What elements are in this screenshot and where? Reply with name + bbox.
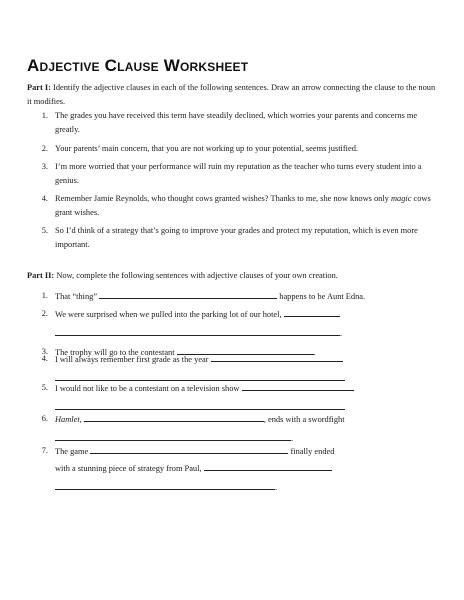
item-number: 4. (41, 194, 48, 203)
item-text-a: , (79, 415, 82, 424)
part2-instructions-text: Now, complete the following sentences with adjective clauses of your own creation. (56, 271, 338, 280)
item-text: Your parents’ main concern, that you are not working up to your potential, seems justified. (55, 144, 358, 153)
answer-blank[interactable] (90, 444, 288, 454)
item-number: 6. (41, 414, 48, 423)
item-number: 4. (41, 354, 48, 363)
item-title-italic: Hamlet (55, 415, 80, 424)
answer-blank[interactable] (242, 381, 354, 391)
part1-instructions-text: Identify the adjective clauses in each of the following sentences. Draw an arrow connecting the clause to the noun it modifies. (27, 83, 436, 106)
part1-instructions (27, 81, 437, 108)
item-text-a: Remember Jamie Reynolds, who thought cows granted wishes? Thanks to me, she now knows only (55, 194, 391, 203)
item-text: I’m more worried that your performance will ruin my reputation as the teacher who turns every student into a genius. (55, 162, 422, 185)
item-number: 1. (41, 111, 48, 120)
item-end: . (340, 329, 343, 338)
part1-label: Part I: (27, 83, 51, 92)
item-end: . (275, 483, 278, 492)
item-text-b: happens to be Aunt Edna. (279, 292, 366, 301)
item-text: So I’d think of a strategy that’s going to improve your grades and protect my reputation, which is even more important. (55, 226, 418, 249)
item-number: 2. (41, 309, 48, 318)
item-text-b: cows grant wishes. (55, 194, 431, 217)
item-text-a: The trophy will go to the contestant (55, 348, 175, 357)
answer-blank[interactable] (284, 307, 340, 317)
part1-item-4 (41, 192, 437, 220)
answer-blank-continued[interactable] (55, 480, 278, 492)
part2-item-2 (41, 307, 437, 341)
item-text-a: I will always remember first grade as the year (55, 355, 209, 364)
item-text-b: , ends with a swordfight (263, 415, 345, 424)
item-text-b: finally ended (290, 447, 335, 456)
item-text-a: I would not like to be a contestant on a television show (55, 384, 240, 393)
item-number: 5. (41, 383, 48, 392)
part2-item-5 (41, 381, 437, 415)
item-number: 3. (41, 347, 48, 356)
part2-item-6 (41, 412, 437, 446)
answer-blank[interactable] (211, 352, 343, 362)
answer-blank[interactable] (204, 461, 332, 471)
item-text-a: That “thing” (55, 292, 98, 301)
part1-item-5 (41, 224, 437, 252)
part2-instructions (27, 269, 437, 283)
item-text-italic: magic (390, 194, 412, 203)
part2-item-1 (41, 289, 437, 304)
item-number: 3. (41, 162, 48, 171)
answer-blank[interactable] (84, 412, 264, 422)
item-text-a: We were surprised when we pulled into the parking lot of our hotel, (55, 310, 282, 319)
answer-blank-continued[interactable] (55, 326, 343, 338)
item-number: 1. (41, 291, 48, 300)
item-text-c: with a stunning piece of strategy from Paul, (55, 464, 202, 473)
answer-blank-continued[interactable] (55, 431, 294, 443)
answer-blank[interactable] (99, 289, 277, 299)
part1-item-1 (41, 109, 437, 137)
item-number: 7. (41, 446, 48, 455)
part1-item-2 (41, 142, 437, 156)
page-title: Adjective Clause Worksheet (27, 56, 249, 75)
answer-blank-continued[interactable] (55, 371, 345, 381)
part2-label: Part II: (27, 271, 55, 280)
item-number: 5. (41, 226, 48, 235)
item-number: 2. (41, 144, 48, 153)
part2-item-7 (41, 444, 437, 495)
item-end: . (313, 348, 316, 357)
item-text: The grades you have received this term have steadily declined, which worries your parents and concerns me greatly. (55, 111, 418, 134)
part1-item-3 (41, 160, 437, 188)
answer-blank-continued[interactable] (55, 400, 345, 410)
item-end: . (291, 434, 294, 443)
item-text-a: The game (55, 447, 89, 456)
